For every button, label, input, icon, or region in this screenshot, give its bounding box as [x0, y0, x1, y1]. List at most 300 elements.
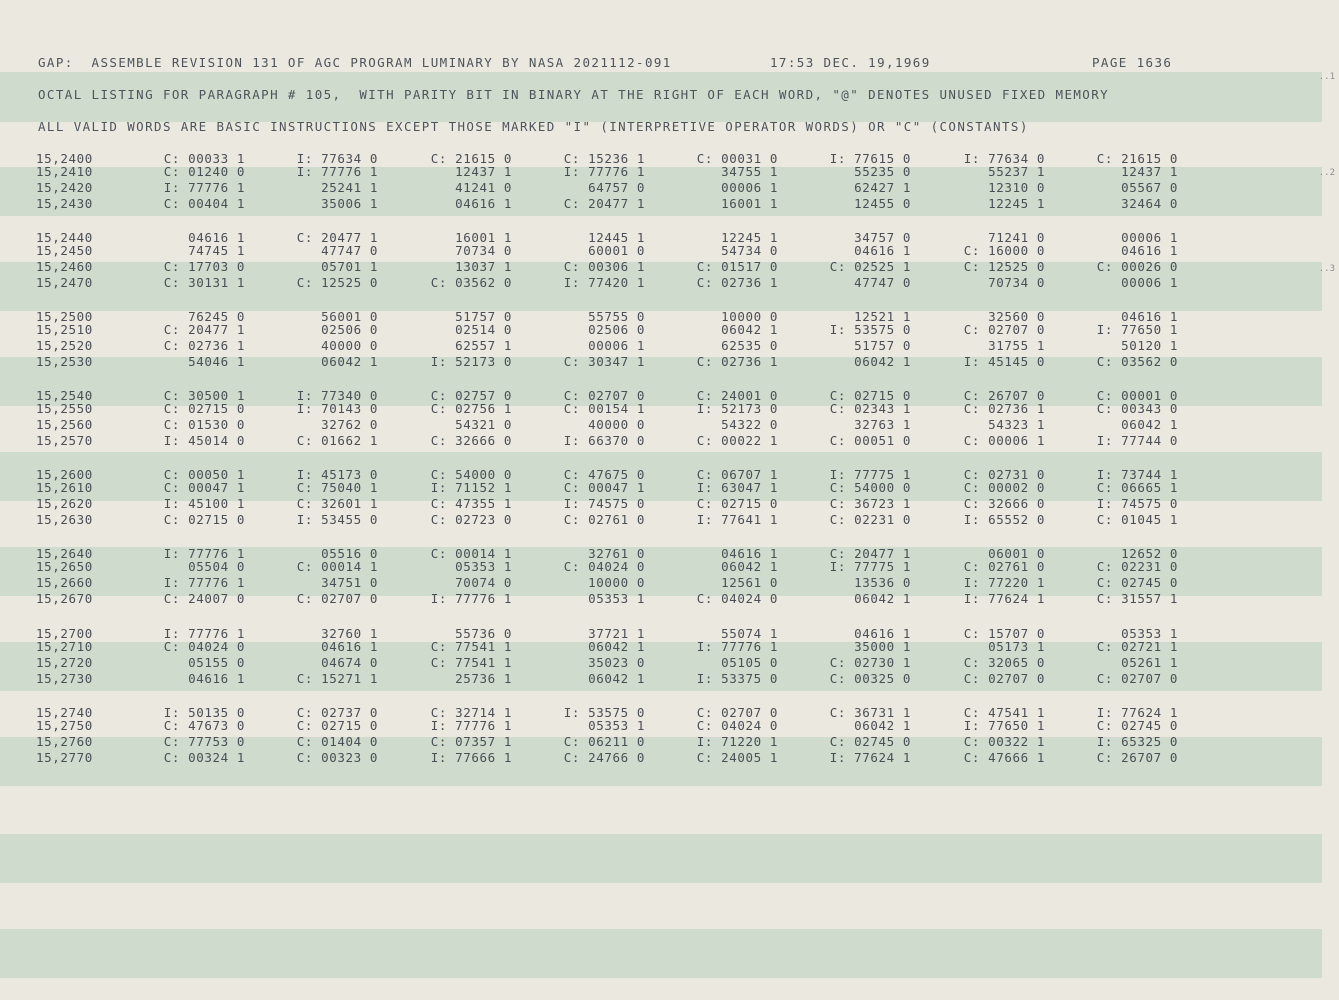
- octal-word-cell: I: 77340 0: [296, 388, 378, 403]
- octal-word-cell: 35006 1: [321, 196, 378, 211]
- octal-word-cell: 55755 0: [588, 309, 645, 324]
- row-address: 15,2710: [36, 639, 93, 654]
- octal-word-cell: I: 74575 0: [563, 496, 645, 511]
- octal-word-cell: C: 26707 0: [1096, 750, 1178, 765]
- octal-word-cell: C: 77541 1: [430, 655, 512, 670]
- octal-word-cell: I: 70143 0: [296, 401, 378, 416]
- octal-word-cell: C: 00022 1: [696, 433, 778, 448]
- octal-word-cell: I: 66370 0: [563, 433, 645, 448]
- octal-word-cell: C: 02737 0: [296, 705, 378, 720]
- octal-word-cell: 37721 1: [588, 626, 645, 641]
- octal-word-cell: C: 01045 1: [1096, 512, 1178, 527]
- octal-word-cell: 32761 0: [588, 546, 645, 561]
- octal-word-cell: I: 77776 1: [163, 575, 245, 590]
- row-address: 15,2440: [36, 230, 93, 245]
- octal-word-cell: C: 02707 0: [963, 671, 1045, 686]
- octal-word-cell: C: 00002 0: [963, 480, 1045, 495]
- octal-word-cell: I: 77776 1: [163, 180, 245, 195]
- octal-word-cell: C: 00014 1: [296, 559, 378, 574]
- row-address: 15,2730: [36, 671, 93, 686]
- octal-word-cell: 32763 1: [854, 417, 911, 432]
- octal-word-cell: 32762 0: [321, 417, 378, 432]
- header-page-number: PAGE 1636: [1092, 55, 1173, 70]
- octal-word-cell: C: 02715 0: [696, 496, 778, 511]
- octal-word-cell: 56001 0: [321, 309, 378, 324]
- octal-word-cell: I: 71152 1: [430, 480, 512, 495]
- table-row: [0, 671, 1300, 687]
- octal-word-cell: C: 02525 1: [829, 259, 911, 274]
- octal-word-cell: C: 30500 1: [163, 388, 245, 403]
- row-address: 15,2450: [36, 243, 93, 258]
- margin-mark: ..2: [1318, 168, 1335, 178]
- octal-word-cell: C: 00323 0: [296, 750, 378, 765]
- octal-word-cell: C: 47541 1: [963, 705, 1045, 720]
- octal-word-cell: 05173 1: [988, 639, 1045, 654]
- row-address: 15,2610: [36, 480, 93, 495]
- octal-word-cell: C: 24766 0: [563, 750, 645, 765]
- octal-word-cell: 54734 0: [721, 243, 778, 258]
- octal-word-cell: 34755 1: [721, 164, 778, 179]
- octal-word-cell: I: 77650 1: [963, 718, 1045, 733]
- octal-word-cell: I: 77776 1: [430, 718, 512, 733]
- octal-word-cell: C: 02761 0: [963, 559, 1045, 574]
- octal-word-cell: C: 02736 1: [696, 275, 778, 290]
- octal-word-cell: I: 77775 1: [829, 467, 911, 482]
- octal-word-cell: C: 47666 1: [963, 750, 1045, 765]
- octal-word-cell: C: 02730 1: [829, 655, 911, 670]
- table-row: [0, 512, 1300, 528]
- table-row: [0, 639, 1300, 655]
- row-address: 15,2420: [36, 180, 93, 195]
- octal-word-cell: C: 26707 0: [963, 388, 1045, 403]
- header-octal-listing: OCTAL LISTING FOR PARAGRAPH # 105, WITH PARITY BIT IN BINARY AT THE RIGHT OF EACH WORD, "@" DENOTES UNUSED FIXED MEMORY: [38, 87, 1110, 102]
- octal-word-cell: C: 07357 1: [430, 734, 512, 749]
- table-row: [0, 655, 1300, 671]
- row-address: 15,2770: [36, 750, 93, 765]
- octal-word-cell: C: 20477 1: [163, 322, 245, 337]
- octal-word-cell: 04674 0: [321, 655, 378, 670]
- octal-word-cell: C: 77541 1: [430, 639, 512, 654]
- octal-word-cell: 54046 1: [188, 354, 245, 369]
- octal-word-cell: I: 52173 0: [430, 354, 512, 369]
- table-row: [0, 433, 1300, 449]
- octal-word-cell: C: 00324 1: [163, 750, 245, 765]
- octal-word-cell: C: 02715 0: [296, 718, 378, 733]
- octal-word-cell: C: 75040 1: [296, 480, 378, 495]
- octal-word-cell: 05504 0: [188, 559, 245, 574]
- octal-word-cell: C: 06211 0: [563, 734, 645, 749]
- table-row: [0, 338, 1300, 354]
- octal-word-cell: I: 77776 1: [430, 591, 512, 606]
- table-row: [0, 401, 1300, 417]
- octal-word-cell: 35000 1: [854, 639, 911, 654]
- octal-word-cell: 51757 0: [455, 309, 512, 324]
- octal-word-cell: C: 02707 0: [963, 322, 1045, 337]
- row-address: 15,2430: [36, 196, 93, 211]
- octal-word-cell: 06042 1: [588, 639, 645, 654]
- octal-word-cell: 00006 1: [721, 180, 778, 195]
- octal-word-cell: 10000 0: [721, 309, 778, 324]
- octal-word-cell: C: 04024 0: [563, 559, 645, 574]
- octal-word-cell: 12437 1: [455, 164, 512, 179]
- octal-word-cell: I: 77776 1: [163, 626, 245, 641]
- octal-word-cell: 35023 0: [588, 655, 645, 670]
- octal-word-cell: C: 00026 0: [1096, 259, 1178, 274]
- octal-word-cell: 04616 1: [188, 230, 245, 245]
- row-address: 15,2520: [36, 338, 93, 353]
- octal-word-cell: C: 02707 0: [696, 705, 778, 720]
- octal-word-cell: C: 02761 0: [563, 512, 645, 527]
- octal-word-cell: C: 02721 1: [1096, 639, 1178, 654]
- octal-word-cell: C: 00014 1: [430, 546, 512, 561]
- octal-word-cell: 10000 0: [588, 575, 645, 590]
- octal-word-cell: C: 00050 1: [163, 467, 245, 482]
- octal-word-cell: 40000 0: [321, 338, 378, 353]
- octal-word-cell: I: 45100 1: [163, 496, 245, 511]
- octal-word-cell: 55736 0: [455, 626, 512, 641]
- octal-word-cell: C: 32601 1: [296, 496, 378, 511]
- octal-word-cell: 25241 1: [321, 180, 378, 195]
- octal-word-cell: 12445 1: [588, 230, 645, 245]
- octal-word-cell: I: 45145 0: [963, 354, 1045, 369]
- octal-word-cell: 47747 0: [321, 243, 378, 258]
- octal-word-cell: C: 02343 1: [829, 401, 911, 416]
- octal-word-cell: I: 77615 0: [829, 151, 911, 166]
- octal-word-cell: 64757 0: [588, 180, 645, 195]
- octal-word-cell: C: 47673 0: [163, 718, 245, 733]
- octal-word-cell: 06042 1: [321, 354, 378, 369]
- octal-word-cell: C: 01517 0: [696, 259, 778, 274]
- table-row: [0, 734, 1300, 750]
- octal-word-cell: 05701 1: [321, 259, 378, 274]
- octal-word-cell: C: 02745 0: [829, 734, 911, 749]
- octal-word-cell: I: 77776 1: [696, 639, 778, 654]
- row-address: 15,2510: [36, 322, 93, 337]
- octal-word-cell: 04616 1: [1121, 243, 1178, 258]
- octal-word-cell: C: 15707 0: [963, 626, 1045, 641]
- octal-word-cell: C: 12525 0: [963, 259, 1045, 274]
- octal-word-cell: C: 03562 0: [430, 275, 512, 290]
- octal-word-cell: C: 00306 1: [563, 259, 645, 274]
- row-address: 15,2650: [36, 559, 93, 574]
- octal-word-cell: 70074 0: [455, 575, 512, 590]
- table-row: [0, 591, 1300, 607]
- octal-word-cell: 60001 0: [588, 243, 645, 258]
- octal-word-cell: C: 02715 0: [829, 388, 911, 403]
- octal-word-cell: 32760 1: [321, 626, 378, 641]
- octal-word-cell: 12437 1: [1121, 164, 1178, 179]
- octal-word-cell: I: 77641 1: [696, 512, 778, 527]
- octal-word-cell: 70734 0: [455, 243, 512, 258]
- octal-word-cell: C: 00404 1: [163, 196, 245, 211]
- row-address: 15,2410: [36, 164, 93, 179]
- octal-word-cell: 06042 1: [854, 591, 911, 606]
- octal-word-cell: 12652 0: [1121, 546, 1178, 561]
- octal-word-cell: 50120 1: [1121, 338, 1178, 353]
- row-address: 15,2550: [36, 401, 93, 416]
- greenbar-band: [0, 834, 1322, 883]
- octal-word-cell: 05353 1: [455, 559, 512, 574]
- octal-word-cell: C: 32666 0: [430, 433, 512, 448]
- octal-word-cell: 05353 1: [588, 591, 645, 606]
- row-address: 15,2530: [36, 354, 93, 369]
- octal-word-cell: C: 54000 0: [430, 467, 512, 482]
- octal-word-cell: C: 06665 1: [1096, 480, 1178, 495]
- octal-word-cell: I: 53575 0: [829, 322, 911, 337]
- octal-word-cell: C: 03562 0: [1096, 354, 1178, 369]
- octal-word-cell: I: 53455 0: [296, 512, 378, 527]
- octal-word-cell: 47747 0: [854, 275, 911, 290]
- octal-word-cell: 13037 1: [455, 259, 512, 274]
- octal-word-cell: C: 00322 1: [963, 734, 1045, 749]
- octal-word-cell: 55074 1: [721, 626, 778, 641]
- header-valid-words-note: ALL VALID WORDS ARE BASIC INSTRUCTIONS EXCEPT THOSE MARKED "I" (INTERPRETIVE OPERATOR WORDS) OR "C" (CONSTANTS): [38, 119, 1029, 134]
- octal-word-cell: C: 00343 0: [1096, 401, 1178, 416]
- octal-word-cell: I: 52173 0: [696, 401, 778, 416]
- table-row: [0, 259, 1300, 275]
- octal-word-cell: I: 77624 1: [1096, 705, 1178, 720]
- octal-word-cell: C: 16000 0: [963, 243, 1045, 258]
- octal-word-cell: C: 21615 0: [1096, 151, 1178, 166]
- octal-word-cell: I: 77624 1: [963, 591, 1045, 606]
- octal-word-cell: I: 74575 0: [1096, 496, 1178, 511]
- octal-word-cell: C: 06707 1: [696, 467, 778, 482]
- octal-word-cell: C: 02707 0: [1096, 671, 1178, 686]
- octal-word-cell: I: 77420 1: [563, 275, 645, 290]
- octal-word-cell: I: 77666 1: [430, 750, 512, 765]
- table-row: [0, 354, 1300, 370]
- octal-word-cell: I: 77776 1: [163, 546, 245, 561]
- octal-word-cell: I: 77775 1: [829, 559, 911, 574]
- octal-word-cell: C: 02736 1: [163, 338, 245, 353]
- table-row: [0, 196, 1300, 212]
- row-address: 15,2540: [36, 388, 93, 403]
- octal-word-cell: 04616 1: [455, 196, 512, 211]
- octal-word-cell: 55235 0: [854, 164, 911, 179]
- octal-word-cell: C: 02745 0: [1096, 718, 1178, 733]
- margin-mark: ..3: [1318, 264, 1335, 274]
- octal-word-cell: 04616 1: [188, 671, 245, 686]
- octal-word-cell: C: 02736 1: [963, 401, 1045, 416]
- octal-word-cell: 06042 1: [588, 671, 645, 686]
- octal-word-cell: 16001 1: [721, 196, 778, 211]
- octal-word-cell: C: 02731 0: [963, 467, 1045, 482]
- octal-word-cell: 51757 0: [854, 338, 911, 353]
- octal-word-cell: C: 02736 1: [696, 354, 778, 369]
- octal-word-cell: C: 36723 1: [829, 496, 911, 511]
- octal-word-cell: I: 77624 1: [829, 750, 911, 765]
- octal-word-cell: 05353 1: [1121, 626, 1178, 641]
- octal-word-cell: 02506 0: [588, 322, 645, 337]
- octal-word-cell: I: 77776 1: [296, 164, 378, 179]
- octal-word-cell: 71241 0: [988, 230, 1045, 245]
- octal-word-cell: I: 45014 0: [163, 433, 245, 448]
- octal-word-cell: C: 04024 0: [696, 718, 778, 733]
- table-row: [0, 559, 1300, 575]
- octal-word-cell: 25736 1: [455, 671, 512, 686]
- octal-word-cell: 55237 1: [988, 164, 1045, 179]
- octal-word-cell: C: 47355 1: [430, 496, 512, 511]
- octal-word-cell: I: 53375 0: [696, 671, 778, 686]
- octal-word-cell: 06042 1: [854, 354, 911, 369]
- octal-word-cell: 04616 1: [721, 546, 778, 561]
- table-row: [0, 496, 1300, 512]
- octal-word-cell: 02506 0: [321, 322, 378, 337]
- octal-word-cell: C: 30131 1: [163, 275, 245, 290]
- table-row: [0, 575, 1300, 591]
- octal-word-cell: 00006 1: [1121, 275, 1178, 290]
- margin-mark: ..1: [1318, 72, 1335, 82]
- octal-word-cell: C: 02715 0: [163, 401, 245, 416]
- octal-word-cell: 13536 0: [854, 575, 911, 590]
- row-address: 15,2720: [36, 655, 93, 670]
- table-row: [0, 480, 1300, 496]
- row-address: 15,2630: [36, 512, 93, 527]
- octal-word-cell: C: 36731 1: [829, 705, 911, 720]
- greenbar-band: [0, 929, 1322, 978]
- row-address: 15,2760: [36, 734, 93, 749]
- octal-word-cell: 06042 1: [721, 322, 778, 337]
- row-address: 15,2600: [36, 467, 93, 482]
- header-title: GAP: ASSEMBLE REVISION 131 OF AGC PROGRAM LUMINARY BY NASA 2021112-091: [38, 55, 672, 70]
- octal-word-cell: C: 32666 0: [963, 496, 1045, 511]
- octal-word-cell: 54322 0: [721, 417, 778, 432]
- octal-word-cell: C: 02745 0: [1096, 575, 1178, 590]
- octal-word-cell: C: 12525 0: [296, 275, 378, 290]
- table-row: [0, 322, 1300, 338]
- octal-word-cell: 34757 0: [854, 230, 911, 245]
- octal-word-cell: C: 00047 1: [163, 480, 245, 495]
- octal-word-cell: I: 73744 1: [1096, 467, 1178, 482]
- octal-word-cell: C: 47675 0: [563, 467, 645, 482]
- octal-word-cell: C: 02707 0: [296, 591, 378, 606]
- octal-word-cell: I: 65552 0: [963, 512, 1045, 527]
- octal-word-cell: 32464 0: [1121, 196, 1178, 211]
- octal-word-cell: 00006 1: [1121, 230, 1178, 245]
- octal-word-cell: 31755 1: [988, 338, 1045, 353]
- octal-word-cell: I: 77650 1: [1096, 322, 1178, 337]
- octal-word-cell: C: 15236 1: [563, 151, 645, 166]
- octal-word-cell: C: 02723 0: [430, 512, 512, 527]
- octal-word-cell: 05105 0: [721, 655, 778, 670]
- header-timestamp: 17:53 DEC. 19,1969: [770, 55, 931, 70]
- octal-word-cell: 05516 0: [321, 546, 378, 561]
- row-address: 15,2470: [36, 275, 93, 290]
- octal-word-cell: 16001 1: [455, 230, 512, 245]
- octal-word-cell: 32560 0: [988, 309, 1045, 324]
- table-row: [0, 164, 1300, 180]
- octal-word-cell: C: 32065 0: [963, 655, 1045, 670]
- octal-word-cell: C: 17703 0: [163, 259, 245, 274]
- row-address: 15,2460: [36, 259, 93, 274]
- octal-word-cell: C: 00154 1: [563, 401, 645, 416]
- octal-word-cell: C: 01240 0: [163, 164, 245, 179]
- octal-word-cell: C: 32714 1: [430, 705, 512, 720]
- octal-word-cell: C: 02231 0: [1096, 559, 1178, 574]
- octal-word-cell: C: 20477 1: [563, 196, 645, 211]
- octal-word-cell: C: 30347 1: [563, 354, 645, 369]
- row-address: 15,2570: [36, 433, 93, 448]
- row-address: 15,2560: [36, 417, 93, 432]
- octal-word-cell: 12245 1: [721, 230, 778, 245]
- octal-word-cell: 06001 0: [988, 546, 1045, 561]
- octal-word-cell: C: 15271 1: [296, 671, 378, 686]
- row-address: 15,2660: [36, 575, 93, 590]
- octal-word-cell: I: 45173 0: [296, 467, 378, 482]
- octal-word-cell: C: 00047 1: [563, 480, 645, 495]
- octal-word-cell: 06042 1: [721, 559, 778, 574]
- octal-word-cell: 54321 0: [455, 417, 512, 432]
- octal-word-cell: C: 54000 0: [829, 480, 911, 495]
- octal-word-cell: I: 77220 1: [963, 575, 1045, 590]
- octal-word-cell: C: 24005 1: [696, 750, 778, 765]
- octal-word-cell: 70734 0: [988, 275, 1045, 290]
- octal-word-cell: 12455 0: [854, 196, 911, 211]
- octal-word-cell: C: 77753 0: [163, 734, 245, 749]
- octal-word-cell: C: 01404 0: [296, 734, 378, 749]
- octal-word-cell: C: 00033 1: [163, 151, 245, 166]
- octal-word-cell: C: 24007 0: [163, 591, 245, 606]
- octal-word-cell: C: 00051 0: [829, 433, 911, 448]
- octal-word-cell: I: 77744 0: [1096, 433, 1178, 448]
- octal-word-cell: 54323 1: [988, 417, 1045, 432]
- octal-word-cell: 12561 0: [721, 575, 778, 590]
- octal-word-cell: 05261 1: [1121, 655, 1178, 670]
- table-row: [0, 718, 1300, 734]
- octal-word-cell: I: 71220 1: [696, 734, 778, 749]
- table-row: [0, 275, 1300, 291]
- octal-word-cell: 34751 0: [321, 575, 378, 590]
- octal-word-cell: 04616 1: [321, 639, 378, 654]
- octal-word-cell: C: 00001 0: [1096, 388, 1178, 403]
- octal-word-cell: C: 31557 1: [1096, 591, 1178, 606]
- row-address: 15,2750: [36, 718, 93, 733]
- octal-word-cell: C: 02707 0: [563, 388, 645, 403]
- octal-word-cell: 12310 0: [988, 180, 1045, 195]
- octal-word-cell: C: 00325 0: [829, 671, 911, 686]
- octal-word-cell: C: 04024 0: [696, 591, 778, 606]
- octal-word-cell: 04616 1: [854, 243, 911, 258]
- octal-word-cell: C: 01662 1: [296, 433, 378, 448]
- table-row: [0, 180, 1300, 196]
- octal-word-cell: C: 02756 1: [430, 401, 512, 416]
- octal-word-cell: 62557 1: [455, 338, 512, 353]
- octal-word-cell: C: 01530 0: [163, 417, 245, 432]
- row-address: 15,2400: [36, 151, 93, 166]
- octal-word-cell: 00006 1: [588, 338, 645, 353]
- octal-word-cell: C: 02757 0: [430, 388, 512, 403]
- octal-word-cell: C: 21615 0: [430, 151, 512, 166]
- octal-word-cell: 40000 0: [588, 417, 645, 432]
- octal-word-cell: C: 04024 0: [163, 639, 245, 654]
- octal-word-cell: I: 53575 0: [563, 705, 645, 720]
- octal-word-cell: C: 02231 0: [829, 512, 911, 527]
- octal-word-cell: 06042 1: [1121, 417, 1178, 432]
- octal-word-cell: 02514 0: [455, 322, 512, 337]
- table-row: [0, 750, 1300, 766]
- octal-word-cell: 41241 0: [455, 180, 512, 195]
- octal-word-cell: C: 00006 1: [963, 433, 1045, 448]
- octal-word-cell: 12521 1: [854, 309, 911, 324]
- octal-word-cell: 05353 1: [588, 718, 645, 733]
- octal-word-cell: 04616 1: [1121, 309, 1178, 324]
- octal-word-cell: 04616 1: [854, 626, 911, 641]
- row-address: 15,2740: [36, 705, 93, 720]
- octal-word-cell: 62427 1: [854, 180, 911, 195]
- octal-word-cell: I: 77776 1: [563, 164, 645, 179]
- octal-word-cell: I: 65325 0: [1096, 734, 1178, 749]
- table-row: [0, 243, 1300, 259]
